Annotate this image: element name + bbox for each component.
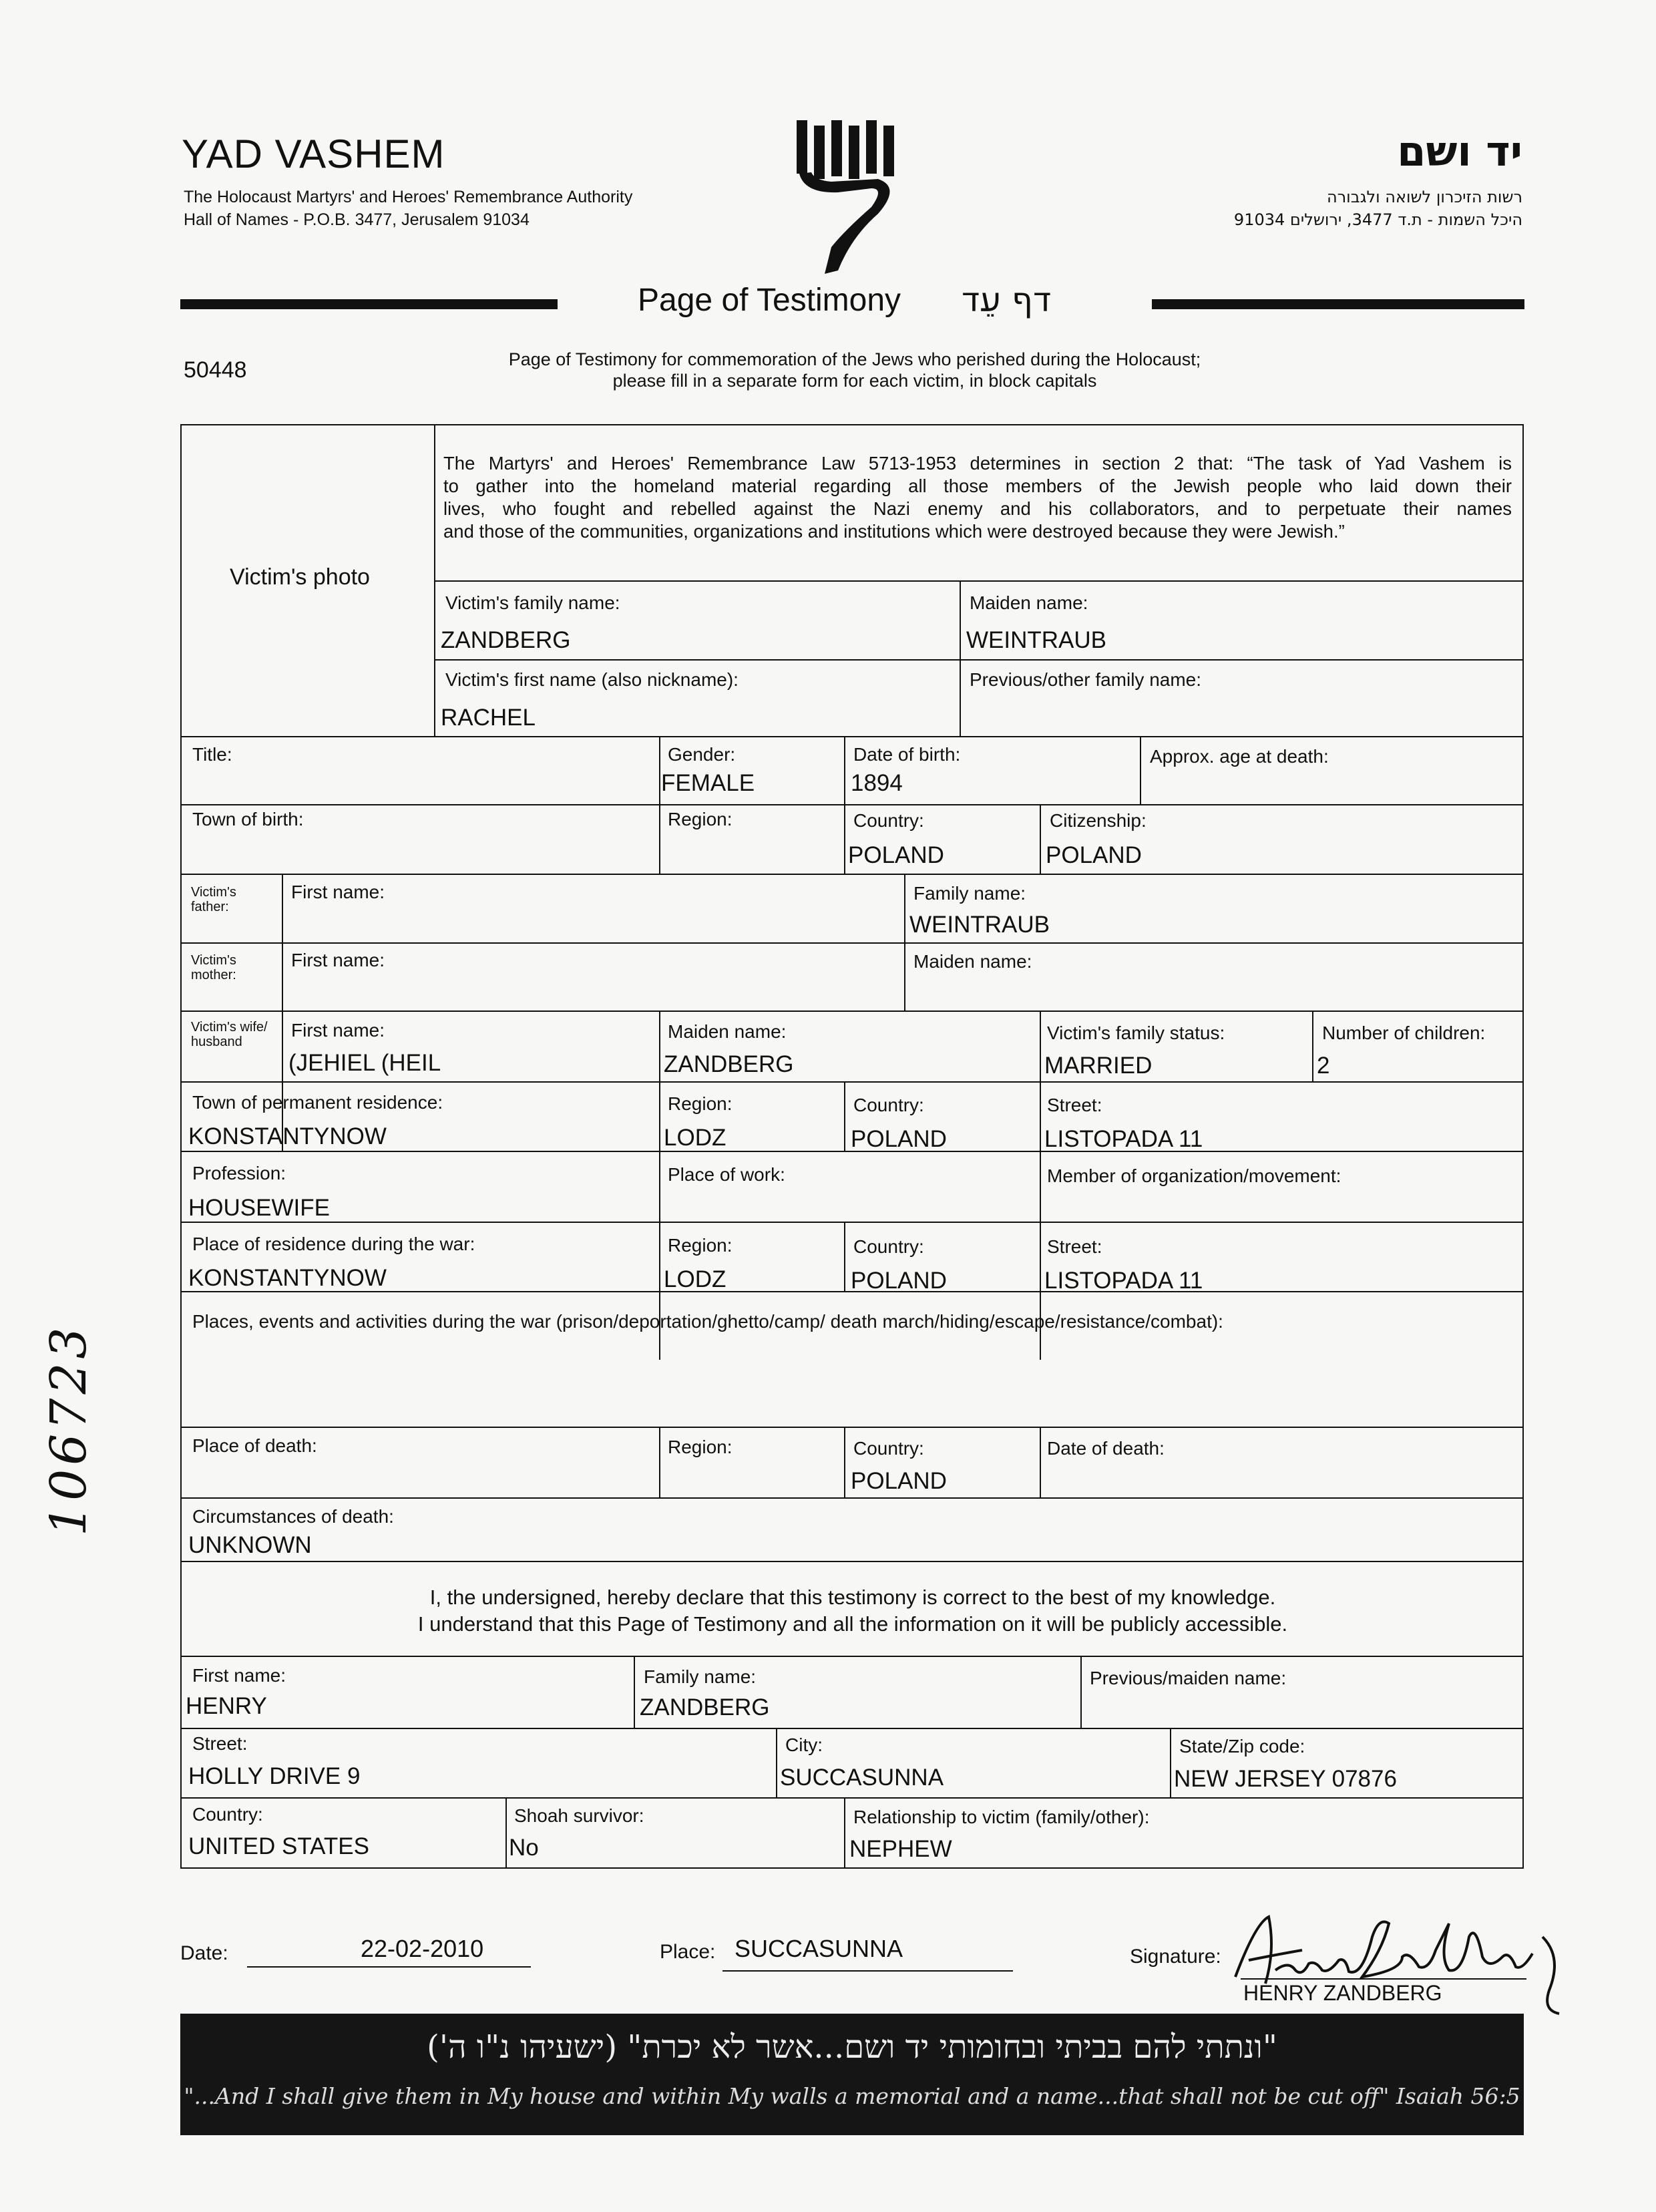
signature-printed-name: HENRY ZANDBERG bbox=[1243, 1981, 1442, 2005]
permanent-region-label: Region: bbox=[668, 1093, 733, 1114]
submitter-city-value: SUCCASUNNA bbox=[780, 1765, 944, 1791]
margin-handwritten-number: 106723 bbox=[40, 1323, 97, 1536]
birth-region-label: Region: bbox=[668, 809, 733, 830]
place-of-death-label: Place of death: bbox=[192, 1435, 317, 1456]
submitter-first-name-value: HENRY bbox=[186, 1693, 267, 1719]
org-subtitle-he-1: רשות הזיכרון לשואה ולגבורה bbox=[1326, 188, 1522, 206]
circumstances-label: Circumstances of death: bbox=[192, 1506, 394, 1527]
date-of-death-label: Date of death: bbox=[1047, 1438, 1165, 1459]
declaration-line-1: I, the undersigned, hereby declare that this testimony is correct to the best of my knowledge. bbox=[429, 1586, 1276, 1609]
submitter-street-value: HOLLY DRIVE 9 bbox=[188, 1763, 361, 1789]
places-events-label: Places, events and activities during the war (prison/deportation/ghetto/camp/ death march/hiding/escape/resistance/combat): bbox=[192, 1311, 1223, 1332]
permanent-street-value: LISTOPADA 11 bbox=[1044, 1126, 1203, 1152]
member-org-label: Member of organization/movement: bbox=[1047, 1165, 1341, 1186]
submitter-country-label: Country: bbox=[192, 1804, 263, 1825]
spouse-row-label: Victim's wife/ husband bbox=[191, 1020, 268, 1049]
testimony-form bbox=[180, 424, 1524, 1869]
footer-quote-band bbox=[180, 2014, 1524, 2135]
shoah-survivor-label: Shoah survivor: bbox=[514, 1805, 644, 1826]
yad-vashem-logo-icon bbox=[791, 114, 898, 277]
place-value: SUCCASUNNA bbox=[735, 1935, 903, 1962]
maiden-name-label: Maiden name: bbox=[970, 592, 1088, 613]
submitter-city-label: City: bbox=[785, 1734, 823, 1755]
org-name-he: יד ושם bbox=[1397, 127, 1522, 176]
org-subtitle-en-2: Hall of Names - P.O.B. 3477, Jerusalem 91034 bbox=[184, 210, 530, 229]
instructions-line-1: Page of Testimony for commemoration of the Jews who perished during the Holocaust; bbox=[508, 349, 1201, 369]
page-title-he: דף עֵד bbox=[962, 281, 1052, 319]
victims-photo-label: Victim's photo bbox=[230, 564, 370, 590]
father-first-name-label: First name: bbox=[291, 882, 385, 902]
family-name-value: ZANDBERG bbox=[441, 627, 571, 653]
permanent-country-value: POLAND bbox=[851, 1126, 947, 1152]
org-name-en: YAD VASHEM bbox=[182, 132, 445, 176]
birth-country-label: Country: bbox=[853, 810, 924, 831]
law-text-line-1: The Martyrs' and Heroes' Remembrance Law 5713-1953 determines in section 2 that: “The task of Yad Vashem is bbox=[443, 453, 1512, 474]
instructions-line-2: please fill in a separate form for each victim, in block capitals bbox=[612, 371, 1097, 391]
mother-maiden-name-label: Maiden name: bbox=[913, 951, 1032, 972]
spouse-maiden-name-label: Maiden name: bbox=[668, 1021, 787, 1042]
page-title: Page of Testimony bbox=[638, 283, 901, 318]
submitter-state-value: NEW JERSEY 07876 bbox=[1174, 1766, 1397, 1792]
title-bar-right bbox=[1152, 299, 1524, 309]
children-label: Number of children: bbox=[1322, 1023, 1486, 1043]
spouse-first-name-label: First name: bbox=[291, 1020, 385, 1041]
submitter-family-name-label: Family name: bbox=[644, 1666, 757, 1687]
war-residence-value: KONSTANTYNOW bbox=[188, 1265, 387, 1291]
place-label: Place: bbox=[660, 1941, 716, 1963]
citizenship-label: Citizenship: bbox=[1050, 810, 1147, 831]
permanent-street-label: Street: bbox=[1047, 1095, 1102, 1115]
relationship-value: NEPHEW bbox=[849, 1836, 952, 1862]
gender-value: FEMALE bbox=[661, 770, 755, 796]
submitter-street-label: Street: bbox=[192, 1733, 248, 1754]
birth-country-value: POLAND bbox=[848, 842, 944, 868]
spouse-first-name-value: (JEHIEL (HEIL bbox=[288, 1050, 441, 1076]
family-status-label: Victim's family status: bbox=[1047, 1023, 1225, 1043]
org-subtitle-en-1: The Holocaust Martyrs' and Heroes' Remembrance Authority bbox=[184, 188, 633, 206]
children-value: 2 bbox=[1317, 1053, 1330, 1079]
town-of-birth-label: Town of birth: bbox=[192, 809, 304, 830]
profession-value: HOUSEWIFE bbox=[188, 1195, 330, 1221]
circumstances-value: UNKNOWN bbox=[188, 1532, 312, 1558]
war-street-value: LISTOPADA 11 bbox=[1044, 1268, 1203, 1294]
citizenship-value: POLAND bbox=[1046, 842, 1142, 868]
permanent-country-label: Country: bbox=[853, 1095, 924, 1115]
footer-hebrew-quote: "ונתתי להם בביתי ובחומותי יד ושם...אשר לא יכרת" (ישעיהו נ"ו ה') bbox=[427, 2028, 1277, 2066]
shoah-survivor-value: No bbox=[509, 1835, 539, 1861]
submitter-family-name-value: ZANDBERG bbox=[640, 1694, 770, 1720]
first-name-value: RACHEL bbox=[441, 705, 536, 731]
death-country-value: POLAND bbox=[851, 1468, 947, 1494]
permanent-region-value: LODZ bbox=[664, 1125, 727, 1151]
submitter-state-label: State/Zip code: bbox=[1179, 1736, 1305, 1757]
submitter-first-name-label: First name: bbox=[192, 1665, 286, 1686]
relationship-label: Relationship to victim (family/other): bbox=[853, 1807, 1150, 1827]
dob-value: 1894 bbox=[851, 770, 903, 796]
submitter-previous-name-label: Previous/maiden name: bbox=[1090, 1668, 1287, 1688]
law-text-line-3: lives, who fought and rebelled against the Nazi enemy and his collaborators, and to perpetuate their names bbox=[443, 498, 1512, 519]
declaration bbox=[182, 1584, 1524, 1638]
footer-english-quote: "...And I shall give them in My house and within My walls a memorial and a name...that shall not be cut off" Isaiah 56:5 bbox=[184, 2083, 1520, 2109]
first-name-label: Victim's first name (also nickname): bbox=[445, 669, 739, 690]
father-family-name-label: Family name: bbox=[913, 883, 1026, 904]
death-region-label: Region: bbox=[668, 1437, 733, 1457]
title-bar-left bbox=[180, 299, 558, 309]
family-name-label: Victim's family name: bbox=[445, 592, 620, 613]
mother-row-label: Victim's mother: bbox=[191, 953, 236, 982]
title-label: Title: bbox=[192, 744, 232, 765]
war-region-label: Region: bbox=[668, 1235, 733, 1256]
approx-age-label: Approx. age at death: bbox=[1150, 746, 1329, 767]
dob-label: Date of birth: bbox=[853, 744, 961, 765]
date-label: Date: bbox=[180, 1942, 228, 1964]
death-country-label: Country: bbox=[853, 1438, 924, 1459]
place-of-work-label: Place of work: bbox=[668, 1164, 785, 1185]
law-text bbox=[443, 452, 1512, 543]
previous-family-name-label: Previous/other family name: bbox=[970, 669, 1202, 690]
war-region-value: LODZ bbox=[664, 1266, 727, 1292]
permanent-town-label: Town of permanent residence: bbox=[192, 1092, 443, 1113]
declaration-line-2: I understand that this Page of Testimony and all the information on it will be publicly accessible. bbox=[417, 1612, 1288, 1636]
war-country-value: POLAND bbox=[851, 1268, 947, 1294]
submitter-country-value: UNITED STATES bbox=[188, 1833, 369, 1859]
war-residence-label: Place of residence during the war: bbox=[192, 1234, 475, 1254]
permanent-town-value: KONSTANTYNOW bbox=[188, 1123, 387, 1149]
father-row-label: Victim's father: bbox=[191, 885, 236, 914]
spouse-maiden-name-value: ZANDBERG bbox=[664, 1051, 794, 1077]
signature-label: Signature: bbox=[1130, 1946, 1221, 1968]
family-status-value: MARRIED bbox=[1044, 1053, 1153, 1079]
date-value: 22-02-2010 bbox=[361, 1935, 484, 1962]
war-street-label: Street: bbox=[1047, 1236, 1102, 1257]
profession-label: Profession: bbox=[192, 1163, 286, 1183]
law-text-line-4: and those of the communities, organizations and institutions which were destroyed because they were Jewish.” bbox=[443, 521, 1345, 542]
father-family-name-value: WEINTRAUB bbox=[909, 912, 1050, 938]
form-number: 50448 bbox=[184, 357, 247, 383]
instructions bbox=[414, 349, 1295, 391]
law-text-line-2: to gather into the homeland material regarding all those members of the Jewish people who laid down their bbox=[443, 476, 1512, 496]
mother-first-name-label: First name: bbox=[291, 950, 385, 970]
org-subtitle-he-2: היכל השמות - ת.ד 3477, ירושלים 91034 bbox=[1233, 210, 1522, 229]
maiden-name-value: WEINTRAUB bbox=[966, 627, 1106, 653]
gender-label: Gender: bbox=[668, 744, 736, 765]
war-country-label: Country: bbox=[853, 1236, 924, 1257]
